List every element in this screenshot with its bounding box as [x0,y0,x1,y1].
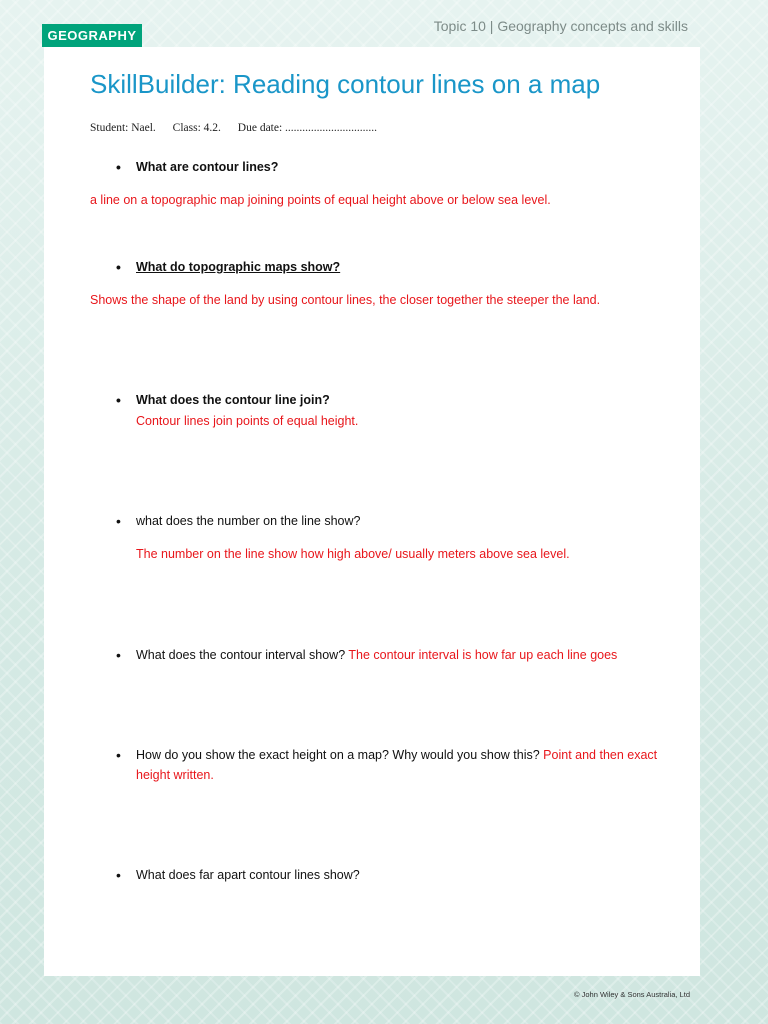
question-number-on-line [136,511,360,531]
answer-topographic-maps: Shows the shape of the land by using contour lines, the closer together the steeper the land. [90,293,601,307]
question-contour-interval [136,645,617,665]
question-exact-height [136,745,657,765]
question-text: What does the contour interval show? [136,648,349,662]
answer-exact-height-line2: height written. [136,768,214,782]
question-text: What are contour lines? [136,160,279,174]
question-topographic-maps [136,257,340,277]
copyright-notice: © John Wiley & Sons Australia, Ltd [574,990,690,999]
student-info [90,122,391,134]
answer-contour-lines: a line on a topographic map joining points of equal height above or below sea level. [90,193,551,207]
answer-contour-interval: The contour interval is how far up each line goes [348,648,618,662]
question-contour-lines [136,157,278,177]
topic-header: Topic 10 | Geography concepts and skills [433,18,688,34]
question-far-apart-lines [136,865,360,885]
question-text: what does the number on the line show? [136,514,361,528]
class-label: Class: 4.2. [172,122,221,134]
question-text: What does far apart contour lines show? [136,868,360,882]
due-date: Due date: ................................ [237,122,378,134]
page-title: SkillBuilder: Reading contour lines on a map [90,69,601,99]
question-contour-join [136,390,330,410]
answer-number-on-line: The number on the line show how high above/ usually meters above sea level. [136,547,570,561]
question-text: What does the contour line join? [136,393,330,407]
answer-contour-join: Contour lines join points of equal height. [136,414,359,428]
subject-tag: GEOGRAPHY [42,24,142,47]
answer-exact-height-line1: Point and then exact [543,748,658,762]
worksheet-page [44,47,700,976]
question-text: How do you show the exact height on a map? Why would you show this? [136,748,544,762]
question-text: What do topographic maps show? [136,260,341,274]
student-name: Student: Nael. [90,122,156,134]
